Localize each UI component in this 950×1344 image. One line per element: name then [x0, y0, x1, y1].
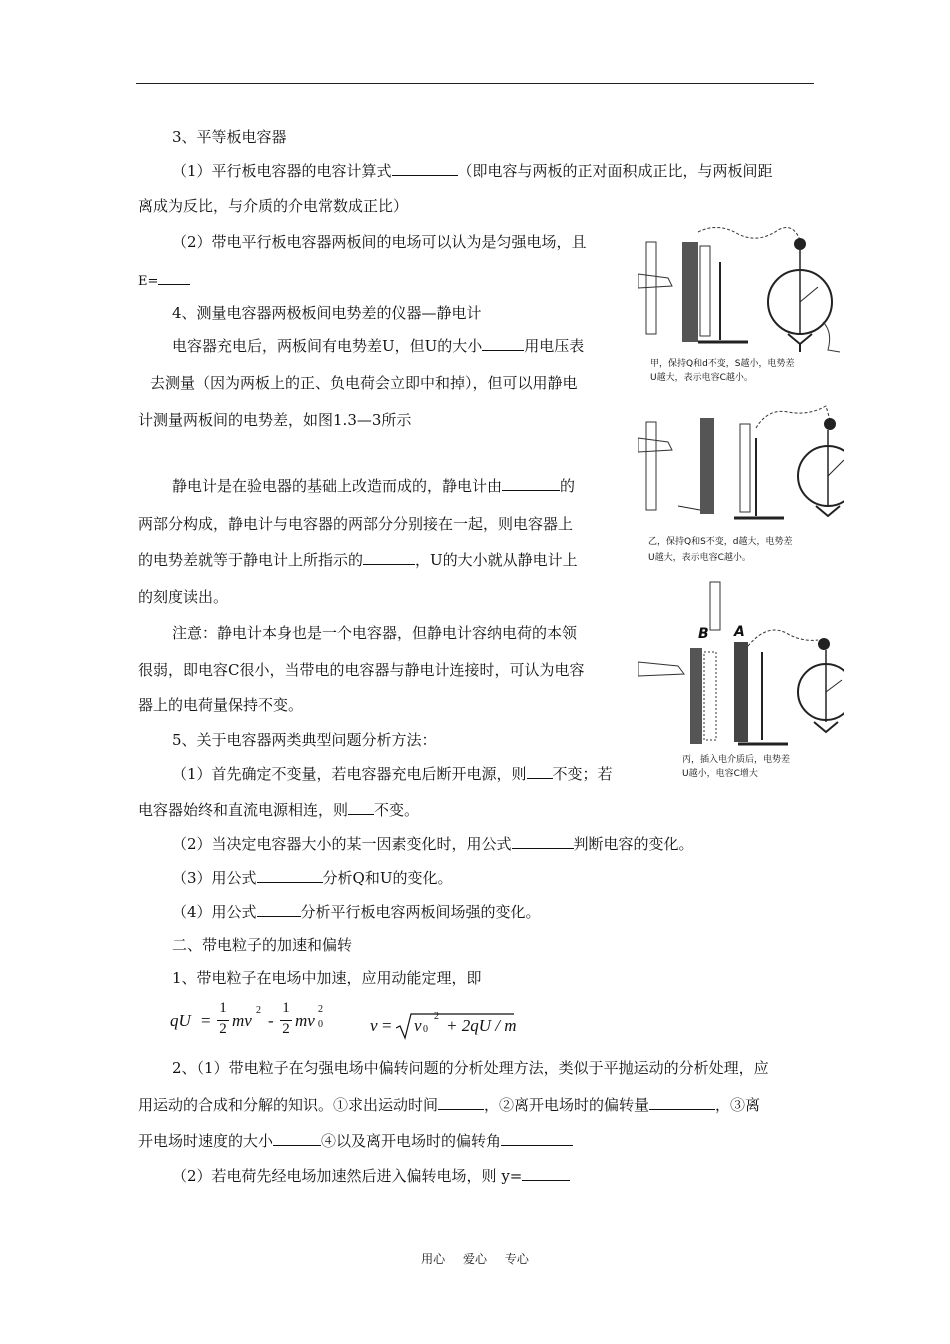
paragraph: 注意：静电计本身也是一个电容器，但静电计容纳电荷的本领: [172, 624, 578, 642]
paragraph: 静电计是在验电器的基础上改造而成的，静电计由 的: [172, 477, 576, 495]
paragraph: 的电势差就等于静电计上所指示的 ，U的大小就从静电计上: [138, 551, 578, 569]
paragraph: （1）首先确定不变量，若电容器充电后断开电源，则 不变；若: [172, 765, 613, 783]
paragraph: 两部分构成，静电计与电容器的两部分分别接在一起，则电容器上: [138, 515, 574, 533]
blank-field[interactable]: [363, 550, 415, 565]
figure-caption: U越大，表示电容C越小。: [648, 553, 751, 563]
blank-field[interactable]: [522, 1166, 570, 1181]
paragraph: 器上的电荷量保持不变。: [138, 696, 304, 714]
paragraph: （2）当决定电容器大小的某一因素变化时，用公式 判断电容的变化。: [172, 835, 694, 853]
subscript: 0: [423, 1024, 428, 1035]
paragraph: 用运动的合成和分解的知识。①求出运动时间 ，②离开电场时的偏转量 ，③离: [138, 1096, 761, 1114]
figure-caption: U越大，表示电容C越小。: [650, 373, 753, 383]
paragraph: 的刻度读出。: [138, 588, 229, 606]
paragraph: （4）用公式 分析平行板电容两板间场强的变化。: [172, 903, 541, 921]
electroscope-apparatus-drawing: [638, 398, 844, 538]
paragraph: 开电场时速度的大小 ④以及离开电场时的偏转角: [138, 1131, 573, 1151]
page-footer: [0, 1250, 950, 1267]
exponent: 2: [256, 1005, 261, 1016]
formula-equals: =: [201, 1011, 211, 1030]
figure-caption: 丙，插入电介质后，电势差: [682, 755, 791, 765]
paragraph: 1、带电粒子在电场中加速，应用动能定理，即: [172, 969, 482, 987]
footer-text: 用心: [421, 1252, 446, 1266]
formula-term: mv: [295, 1011, 315, 1030]
paragraph: 电容器充电后，两板间有电势差U，但U的大小 用电压表: [172, 337, 585, 355]
paragraph: 电容器始终和直流电源相连，则 不变。: [138, 801, 420, 819]
blank-field[interactable]: [482, 336, 524, 351]
part-2-title: 二、带电粒子的加速和偏转: [172, 936, 353, 954]
paragraph: （3）用公式 分析Q和U的变化。: [172, 869, 453, 887]
fraction-numerator: 1: [219, 1000, 227, 1016]
figure-caption: U越小，电容C增大: [682, 769, 758, 779]
plate-label-a: A: [734, 624, 745, 640]
formula-v-rhs: v: [414, 1016, 422, 1035]
footer-text: 爱心: [462, 1252, 487, 1266]
formula-minus: -: [268, 1011, 274, 1030]
paragraph: 很弱，即电容C很小，当带电的电容器与静电计连接时，可认为电容: [138, 661, 585, 679]
footer-text: 专心: [504, 1252, 529, 1266]
subscript: 0: [318, 1019, 323, 1030]
exponent: 2: [434, 1011, 439, 1022]
electroscope-apparatus-drawing: [638, 222, 844, 362]
paragraph: 计测量两板间的电势差，如图1.3—3所示: [138, 411, 412, 429]
paragraph: （1）平行板电容器的电容计算式 （即电容与两板的正对面积成正比，与两板间距: [172, 162, 773, 180]
section-4-title: 4、测量电容器两极板间电势差的仪器—静电计: [172, 304, 482, 322]
blank-field[interactable]: [438, 1095, 484, 1110]
section-5-title: 5、关于电容器两类典型问题分析方法：: [172, 731, 437, 749]
paragraph: E=: [138, 270, 190, 292]
formula-term: + 2qU / m: [446, 1016, 517, 1035]
blank-field[interactable]: [512, 834, 574, 849]
blank-field[interactable]: [501, 1131, 573, 1146]
paragraph: （2）若电荷先经电场加速然后进入偏转电场，则 y=: [172, 1166, 570, 1186]
figure-electroscope-distance: [638, 398, 844, 573]
paragraph: 2、（1）带电粒子在匀强电场中偏转问题的分析处理方法，类似于平抛运动的分析处理，应: [172, 1059, 769, 1077]
blank-field[interactable]: [502, 476, 560, 491]
exponent: 2: [318, 1004, 323, 1015]
formula-equals: =: [382, 1016, 392, 1035]
blank-field[interactable]: [649, 1095, 715, 1110]
formula-v-lhs: v: [370, 1016, 378, 1035]
figure-caption: 乙，保持Q和S不变，d越大，电势差: [648, 537, 793, 547]
plate-label-b: B: [698, 626, 709, 642]
figure-electroscope-dielectric: [638, 580, 844, 780]
figure-caption: 甲，保持Q和d不变，S越小，电势差: [650, 359, 795, 369]
section-3-title: 3、平等板电容器: [172, 128, 287, 146]
fraction-denominator: 2: [219, 1021, 227, 1037]
blank-field[interactable]: [348, 800, 374, 815]
fraction-denominator: 2: [282, 1021, 290, 1037]
blank-field[interactable]: [257, 868, 323, 883]
blank-field[interactable]: [392, 161, 458, 176]
blank-field[interactable]: [257, 902, 301, 917]
header-rule: [136, 83, 814, 84]
electroscope-apparatus-drawing: [638, 580, 844, 750]
paragraph: 去测量（因为两板上的正、负电荷会立即中和掉），但可以用静电: [150, 374, 578, 392]
paragraph: 离成为反比，与介质的介电常数成正比）: [138, 197, 409, 215]
fraction-numerator: 1: [282, 1000, 290, 1016]
figure-electroscope-area: [638, 222, 844, 392]
blank-field[interactable]: [527, 764, 553, 779]
formula-lhs: qU: [170, 1011, 191, 1030]
blank-field[interactable]: [158, 270, 190, 285]
paragraph: （2）带电平行板电容器两板间的电场可以认为是匀强电场，且: [172, 233, 587, 251]
formula-term: mv: [232, 1011, 252, 1030]
blank-field[interactable]: [273, 1131, 321, 1146]
